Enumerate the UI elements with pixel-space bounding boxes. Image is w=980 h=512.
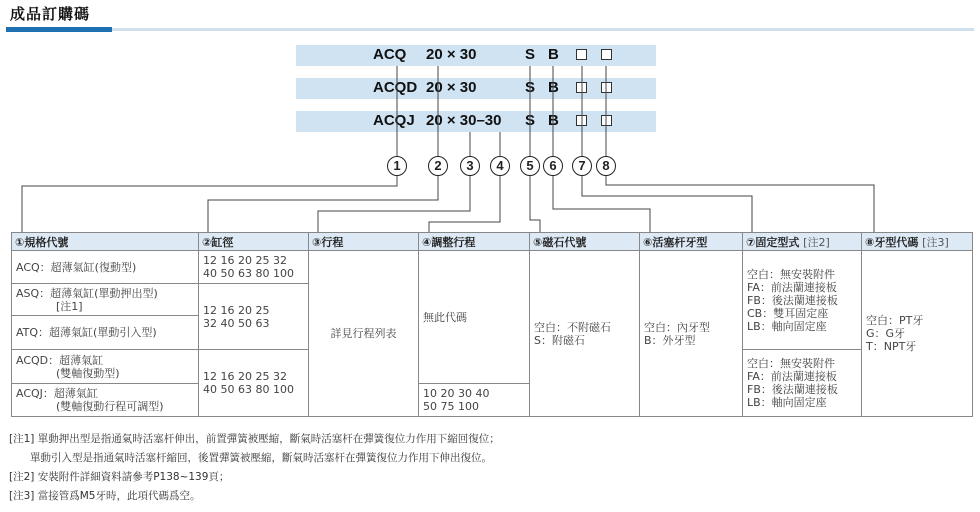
bore-values: 12 16 20 25 32 40 50 63 80 100 [199,350,309,417]
header-bore: ②缸徑 [199,233,309,251]
model-code: ACQJ [373,112,415,129]
bore-values: 12 16 20 25 32 40 50 63 80 100 [199,251,309,284]
header-port-thread: ⑧牙型代碼 [注3] [862,233,973,251]
magnet-cell: 空白：不附磁石 S：附磁石 [530,251,640,417]
bore-values: 12 16 20 25 32 40 50 63 [199,284,309,350]
note-3: [注3] 當接管爲M5牙時，此項代碼爲空。 [9,490,201,502]
spec-row-atq: ATQ：超薄氣缸(單動引入型) [12,316,199,350]
magnet-code: S [525,46,536,63]
position-4-marker: 4 [490,156,510,176]
magnet-code: S [525,112,536,129]
page-title: 成品訂購碼 [10,5,91,23]
footnotes [9,430,500,506]
spec-row-acqd: ACQD：超薄氣缸 (雙軸復動型) [12,350,199,384]
spec-row-asq: ASQ：超薄氣缸(單動押出型) [注1] [12,284,199,316]
model-code: ACQ [373,46,407,63]
thread-code: B [548,46,559,63]
note-2: [注2] 安裝附件詳細資料請參考P138~139頁； [9,471,230,483]
order-code-table [11,232,973,417]
rod-thread-cell: 空白：內牙型 B：外牙型 [640,251,743,417]
stroke-cell: 詳見行程列表 [309,251,419,417]
spec-row-acqj: ACQJ：超薄氣缸 (雙軸復動行程可調型) [12,384,199,417]
position-5-marker: 5 [520,156,540,176]
size-code: 20 × 30 [426,46,477,63]
note-1b: 單動引入型是指通氣時活塞杆縮回，後置彈簧被壓縮，斷氣時活塞杆在彈簧復位力作用下伸出復位。 [9,452,492,464]
position-7-marker: 7 [572,156,592,176]
connector-lines [0,0,980,240]
size-code: 20 × 30 [426,79,477,96]
header-mount-type: ⑦固定型式 [注2] [743,233,862,251]
header-stroke: ③行程 [309,233,419,251]
magnet-code: S [525,79,536,96]
thread-code: B [548,79,559,96]
mount-cell-2: 空白：無安裝附件 FA：前法蘭連接板 FB：後法蘭連接板 LB：軸向固定座 [743,350,862,417]
header-magnet-code: ⑤磁石代號 [530,233,640,251]
position-1-marker: 1 [387,156,407,176]
mount-cell-1: 空白：無安裝附件 FA：前法蘭連接板 FB：後法蘭連接板 CB：雙耳固定座 LB：軸向固定座 [743,251,862,350]
header-spec-code: ①規格代號 [12,233,199,251]
header-adjust-stroke: ④調整行程 [419,233,530,251]
position-3-marker: 3 [460,156,480,176]
adjust-none-cell: 無此代碼 [419,251,530,384]
note-1a: [注1] 單動押出型是指通氣時活塞杆伸出，前置彈簧被壓縮，斷氣時活塞杆在彈簧復位力作用下縮回復位； [9,433,500,445]
spec-row-acq: ACQ：超薄氣缸(復動型) [12,251,199,284]
size-code: 20 × 30–30 [426,112,502,129]
position-8-marker: 8 [596,156,616,176]
port-thread-cell: 空白：PT牙 G：G牙 T：NPT牙 [862,251,973,417]
header-rod-thread: ⑥活塞杆牙型 [640,233,743,251]
position-2-marker: 2 [428,156,448,176]
thread-code: B [548,112,559,129]
adjust-values-cell: 10 20 30 40 50 75 100 [419,384,530,417]
position-6-marker: 6 [543,156,563,176]
model-code: ACQD [373,79,418,96]
